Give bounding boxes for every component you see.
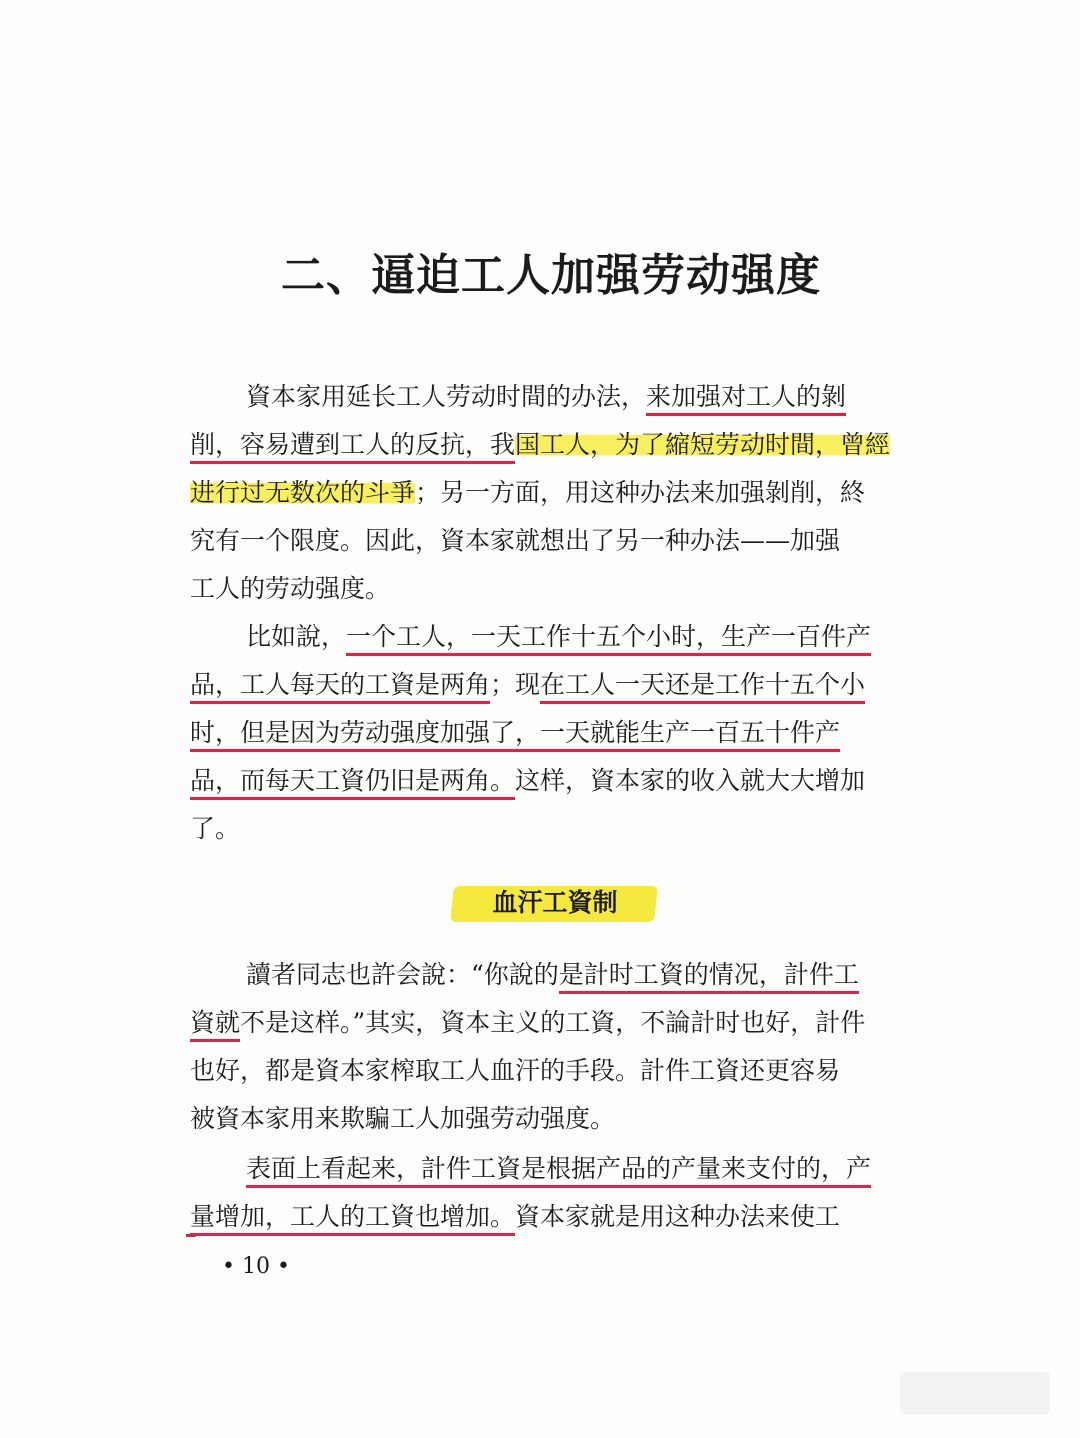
underlined-text: 来加强对工人的剝 <box>646 382 846 416</box>
paragraph3-line1 <box>246 952 912 998</box>
paragraph1-line4 <box>190 518 912 564</box>
text-segment: 工人的劳动强度。 <box>190 574 391 603</box>
underlined-text: 計件工 <box>784 960 859 994</box>
text-segment: 不是这样。”其实，資本主义的工資，不論計时也好，計件 <box>240 1008 866 1037</box>
underlined-text: 量增加，工人的工資也增加。 <box>190 1202 515 1236</box>
paragraph2-line3 <box>190 710 912 756</box>
underlined-text: 是計时工資的情况， <box>559 960 784 994</box>
paragraph3-line2 <box>190 1000 912 1046</box>
stray-ink-mark <box>186 1234 196 1237</box>
paragraph1-line1 <box>246 374 912 420</box>
paragraph1-line5 <box>190 566 912 612</box>
paragraph2-line4 <box>190 758 912 804</box>
section-subheading: 血汗工資制 <box>492 888 618 917</box>
underlined-text: 一个工人，一天工作十五个小时，生产一百件产 <box>346 622 871 656</box>
paragraph4-line1 <box>246 1146 912 1192</box>
paragraph3-line4 <box>190 1096 912 1142</box>
underlined-text: 表面上看起来，計件工資是根据产品的产量来支付的，产 <box>246 1154 871 1188</box>
text-segment: 資本家用延长工人劳动时間的办法， <box>246 382 647 411</box>
underlined-text: 削，容易遭到工人的反抗， <box>190 430 490 464</box>
underlined-text: 品，而每天工資仍旧是两角。 <box>190 766 515 800</box>
text-segment: 資本家就是用这种办法来使工 <box>515 1202 841 1231</box>
paragraph4-line2 <box>190 1194 912 1240</box>
paragraph2-line1 <box>246 614 912 660</box>
paragraph2-line2 <box>190 662 912 708</box>
text-segment: 这样，資本家的收入就大大增加 <box>515 766 866 795</box>
chapter-title: 二、逼迫工人加强劳动强度 <box>281 250 821 301</box>
text-segment: 了。 <box>190 814 241 843</box>
highlighted-text: 国工人，为了縮短劳动时間，曾經 <box>515 430 891 459</box>
text-segment: ；现 <box>490 670 541 699</box>
underlined-text: 品，工人每天的工資是两角 <box>190 670 490 704</box>
text-segment: ；另一方面，用这种办法来加强剝削，終 <box>415 478 866 507</box>
underlined-text: 时，但是因为劳动强度加强了，一天就能生产一百五十件产 <box>190 718 840 752</box>
paragraph1-line3 <box>190 470 912 516</box>
paragraph2-line5 <box>190 806 912 852</box>
text-segment: 比如說， <box>246 622 347 651</box>
underlined-text: 在工人一天还是工作十五个小 <box>540 670 865 704</box>
underlined-text: 資就 <box>190 1008 240 1042</box>
underlined-text: 我 <box>490 430 515 464</box>
text-segment: 也好，都是資本家榨取工人血汗的手段。計件工資还更容易 <box>190 1056 841 1085</box>
page-number: • 10 • <box>222 1254 290 1279</box>
text-segment: 究有一个限度。因此，資本家就想出了另一种办法——加强 <box>190 526 841 555</box>
paragraph3-line3 <box>190 1048 912 1094</box>
text-segment: 被資本家用来欺騙工人加强劳动强度。 <box>190 1104 616 1133</box>
text-segment: 讀者同志也許会說：“你說的 <box>246 960 559 989</box>
paragraph1-line2 <box>190 422 912 468</box>
highlighted-text: 进行过无数次的斗爭 <box>190 478 416 507</box>
scan-smudge <box>900 1372 1050 1414</box>
